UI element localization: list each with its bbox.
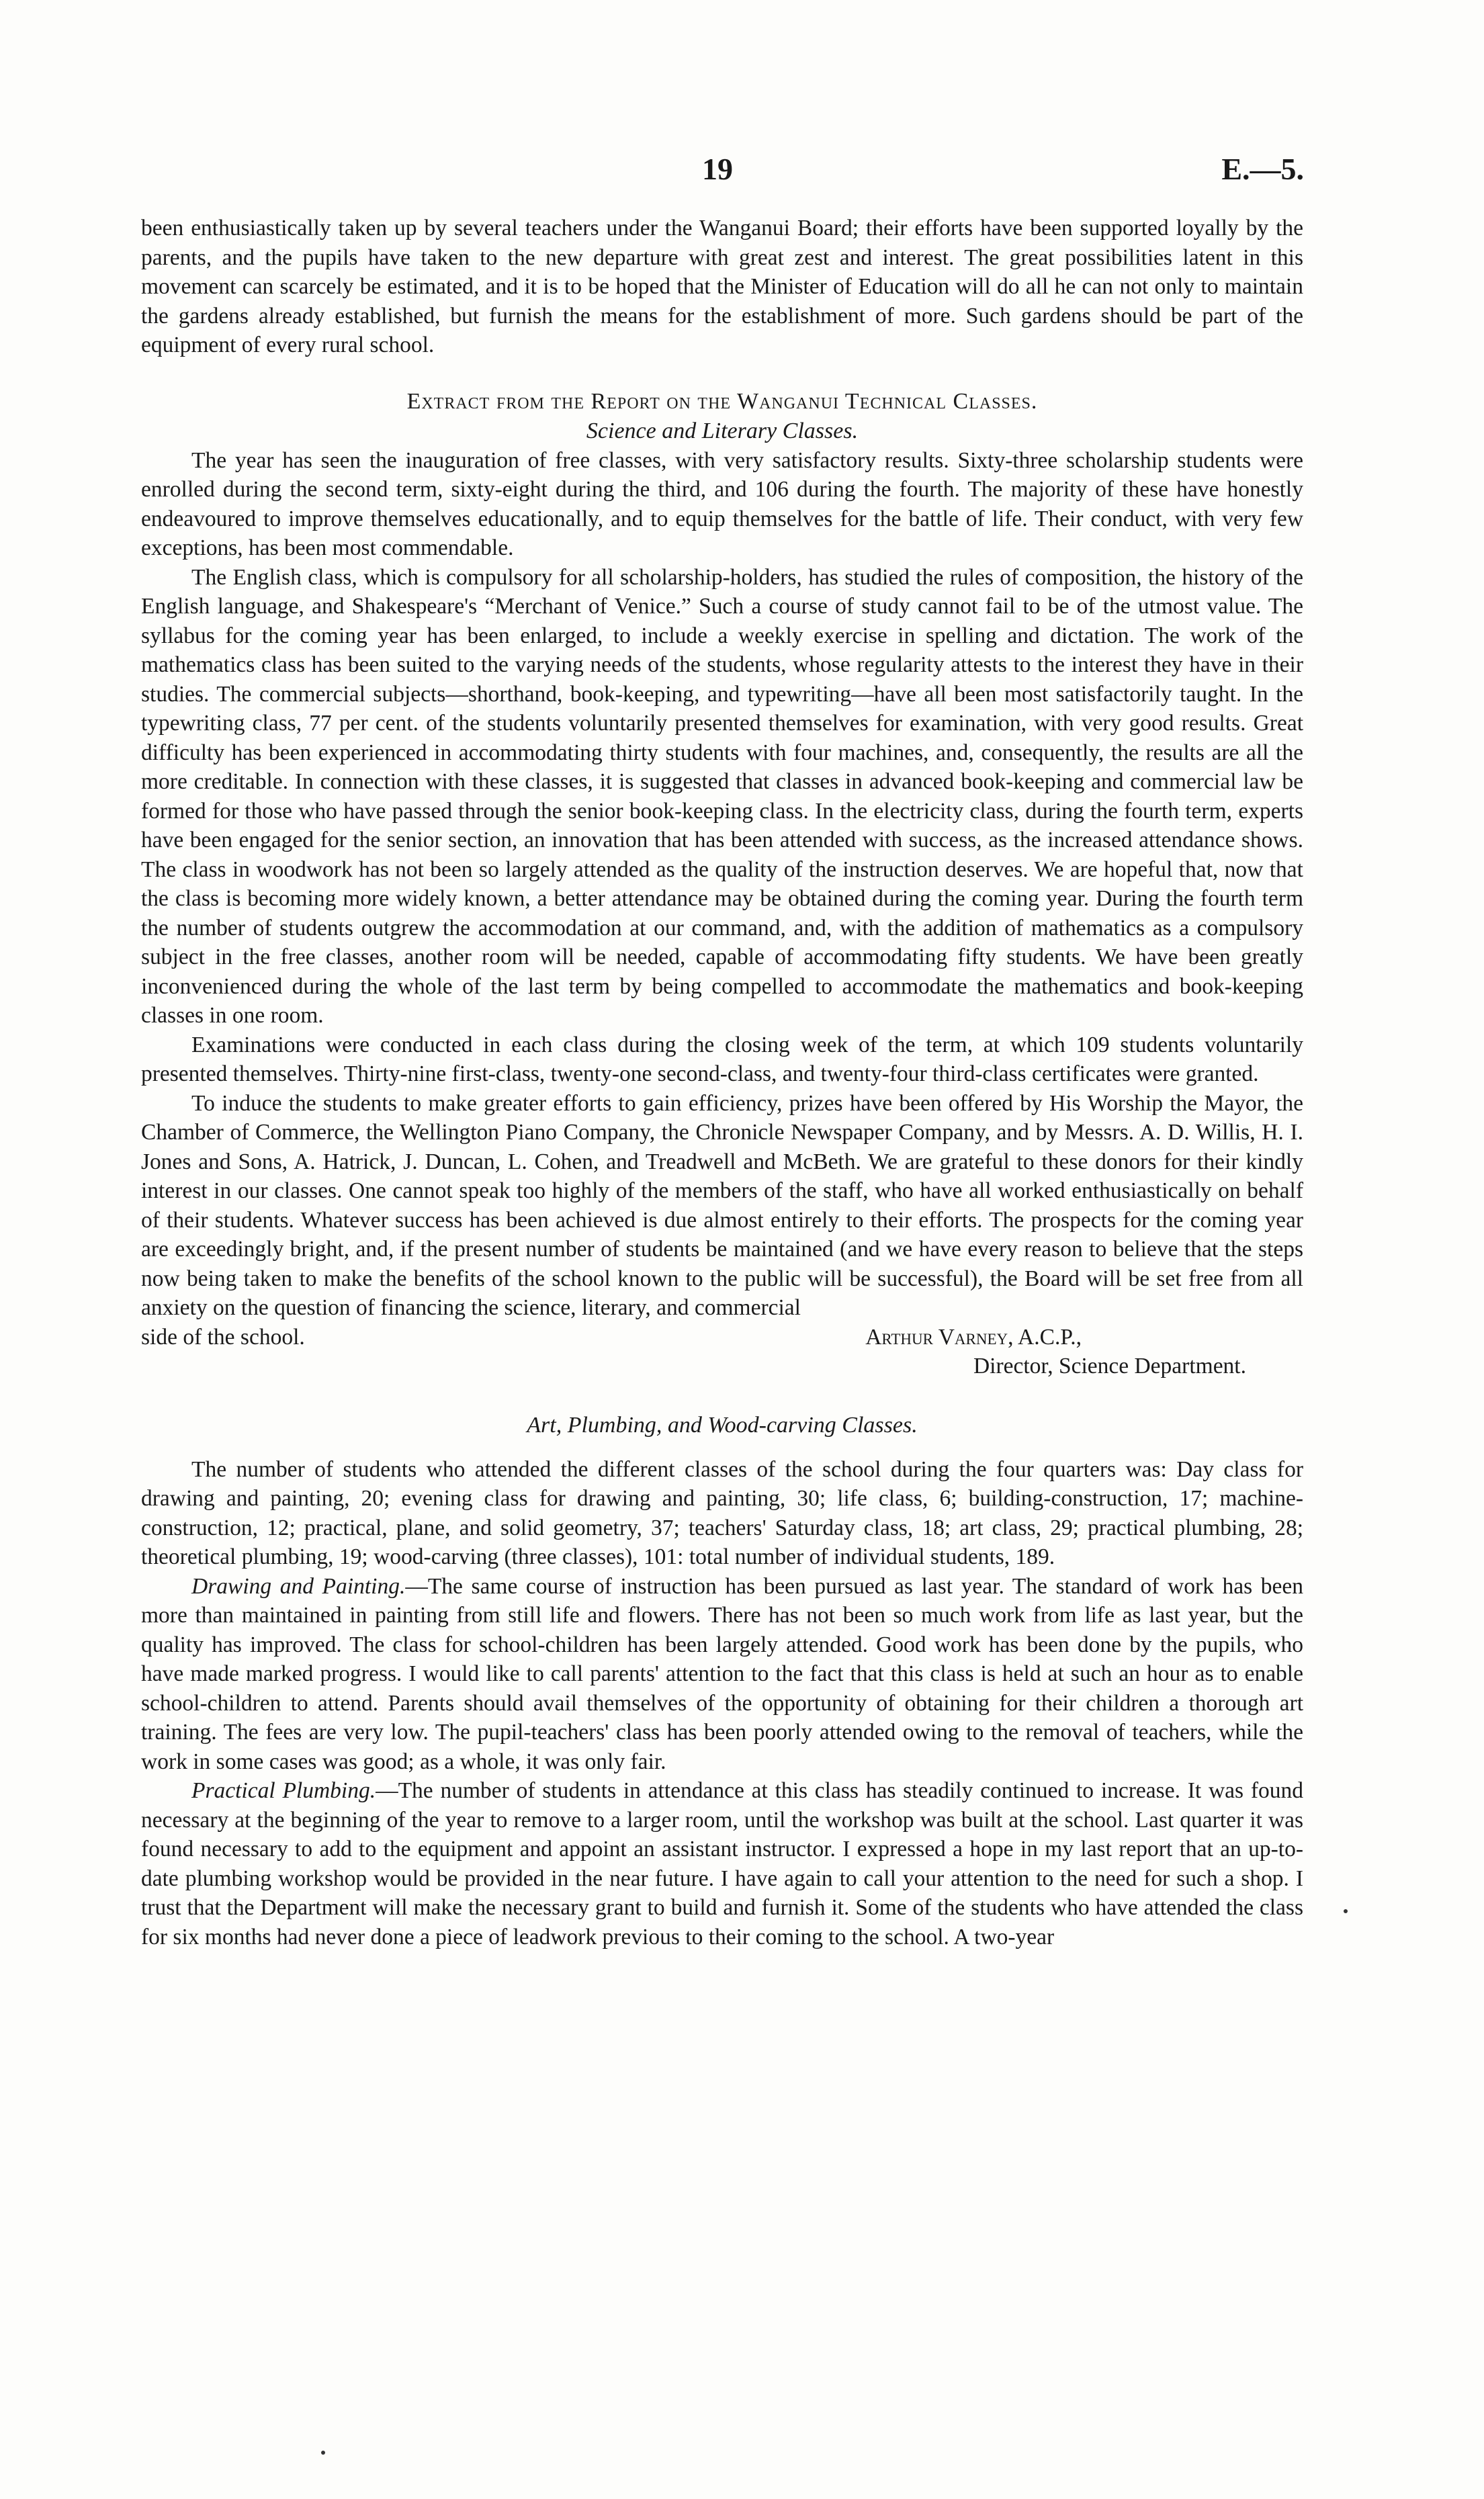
text-drawing-painting: —The same course of instruction has been pursued as last year. The standard of work has been more than maintained in painting from still life and flowers. There has not been so much work from life as last year, but the quality has improved. The class for school-children has been largely attended. Good work has been done by the pupils, who have made marked progress. I would like to call parents' attention to the fact that this class is held at such an hour as to enable school-children to attend. Parents should avail themselves of the opportunity of obtaining for their children a thorough art training. The fees are very low. The pupil-teachers' class has been poorly attended owing to the removal of teachers, while the work in some cases was good; as a whole, it was only fair. xyxy=(141,1573,1303,1774)
paragraph-prizes: To induce the students to make greater efforts to gain efficiency, prizes have been offered by His Worship the Mayor, the Chamber of Commerce, the Wellington Piano Company, the Chronicle Newspaper Company, and by Messrs. A. D. Willis, H. I. Jones and Sons, A. Hatrick, J. Duncan, L. Cohen, and Treadwell and McBeth. We are grateful to these donors for their kindly interest in our classes. One cannot speak too highly of the members of the staff, who have all worked enthusiastically on behalf of their students. Whatever success has been achieved is due almost entirely to their efforts. The prospects for the coming year are exceedingly bright, and, if the present number of students be maintained (and we have every reason to believe that the steps now being taken to make the benefits of the school known to the public will be successful), the Board will be set free from all anxiety on the question of financing the science, literary, and commercial xyxy=(141,1090,1303,1320)
subheading-science-literary: Science and Literary Classes. xyxy=(586,418,859,443)
text-practical-plumbing: —The number of students in attendance at this class has steadily continued to increase. It was found necessary at the beginning of the year to remove to a larger room, until the workshop was built at the school. Last quarter it was found necessary to add to the equipment and appoint an assistant instructor. I expressed a hope in my last report that an up-to-date plumbing workshop would be provided in the near future. I have again to call your attention to the need for such a shop. I trust that the Department will make the necessary grant to build and furnish it. Some of the students who have attended the class for six months had never done a piece of leadwork previous to their coming to the school. A two-year xyxy=(141,1778,1303,1949)
signature-line xyxy=(141,1323,1303,1352)
label-drawing-painting: Drawing and Painting. xyxy=(191,1573,406,1599)
paragraph-free-classes: The year has seen the inauguration of free classes, with very satisfactory results. Sixty-three scholarship students were enrolled during the second term, sixty-eight during the third, and 106 during the fourth. The majority of these have honestly endeavoured to improve themselves educationally, and to equip themselves for the battle of life. Their conduct, with very few exceptions, has been most commendable. xyxy=(141,447,1303,560)
paragraph-prizes-end: side of the school. xyxy=(141,1324,305,1350)
intro-paragraph: been enthusiastically taken up by several teachers under the Wanganui Board; their efforts have been supported loyally by the parents, and the pupils have taken to the new departure with great zest and interest. The great possibilities latent in this movement can scarcely be estimated, and it is to be hoped that the Minister of Education will do all he can not only to maintain the gardens already established, but furnish the means for the establishment of more. Such gardens should be part of the equipment of every rural school. xyxy=(141,216,1303,357)
signature-title: Director, Science Department. xyxy=(973,1354,1246,1378)
paragraph-english-class: The English class, which is compulsory for all scholarship-holders, has studied the rules of composition, the history of the English language, and Shakespeare's “Merchant of Venice.” Such a course of study cannot fail to be of the utmost value. The syllabus for the coming year has been enlarged, to include a weekly exercise in spelling and dictation. The work of the mathematics class has been suited to the varying needs of the students, whose regularity attests to the interest they have in their studies. The commercial subjects—shorthand, book-keeping, and typewriting—have all been most satisfactorily taught. In the typewriting class, 77 per cent. of the students voluntarily presented themselves for examination, with very good results. Great difficulty has been experienced in accommodating thirty students with four machines, and, consequently, the results are all the more creditable. In connection with these classes, it is suggested that classes in advanced book-keeping and commercial law be formed for those who have passed through the senior book-keeping class. In the electricity class, during the fourth term, experts have been engaged for the senior section, an innovation that has been attended with success, as the increased attendance shows. The class in woodwork has not been so largely attended as the quality of the instruction deserves. We are hopeful that, now that the class is becoming more widely known, a better attendance may be obtained during the coming year. During the fourth term the number of students outgrew the accommodation at our command, and, with the addition of mathematics as a compulsory subject in the free classes, another room will be needed, capable of accommodating fifty students. We have been greatly inconvenienced during the whole of the last term by being compelled to accommodate the mathematics and book-keeping classes in one room. xyxy=(141,564,1303,1028)
paragraph-practical-plumbing xyxy=(141,1776,1303,1952)
page-number: 19 xyxy=(702,152,733,186)
paragraph-student-numbers: The number of students who attended the different classes of the school during the four quarters was: Day class for drawing and painting, 20; evening class for drawing and painting, 30; life class, 6; building-construction, 17; machine-construction, 12; practical, plane, and solid geometry, 37; teachers' Saturday class, 18; art class, 29; practical plumbing, 28; theoretical plumbing, 19; wood-carving (three classes), 101: total number of individual students, 189. xyxy=(141,1456,1303,1569)
page-body xyxy=(141,214,1303,1952)
margin-speck xyxy=(1344,1909,1348,1913)
label-practical-plumbing: Practical Plumbing. xyxy=(191,1778,376,1803)
signature-name: Arthur Varney, A.C.P., xyxy=(865,1324,1082,1350)
paragraph-examinations: Examinations were conducted in each class during the closing week of the term, at which 109 students voluntarily presented themselves. Thirty-nine first-class, twenty-one second-class, and twenty-four third-class certificates were granted. xyxy=(141,1032,1303,1086)
document-reference: E.—5. xyxy=(1221,152,1304,186)
paragraph-drawing-painting xyxy=(141,1572,1303,1777)
section-heading-technical-classes: Extract from the Report on the Wanganui Technical Classes. xyxy=(406,388,1038,414)
section-heading-art-plumbing: Art, Plumbing, and Wood-carving Classes. xyxy=(527,1412,918,1438)
page-header xyxy=(0,151,1484,198)
margin-speck xyxy=(321,2451,325,2455)
